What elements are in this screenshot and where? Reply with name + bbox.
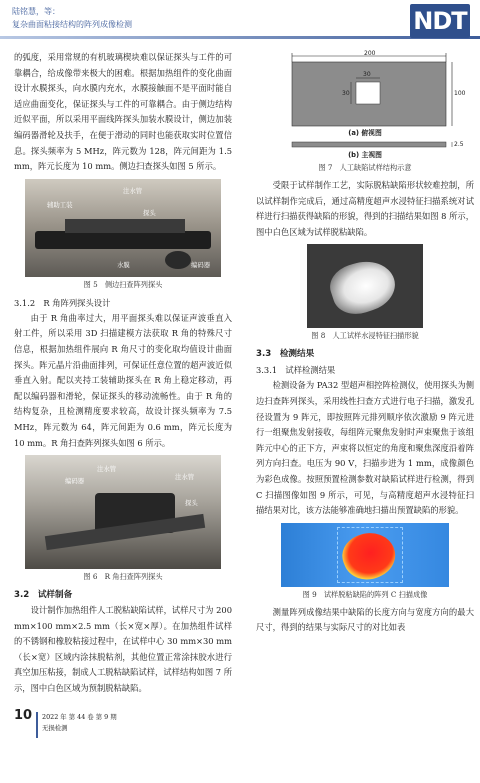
page-header bbox=[0, 0, 480, 44]
header-authors: 陆铭慧，等： bbox=[12, 7, 60, 16]
paragraph-6: 测量阵列成像结果中缺陷的长度方向与宽度方向的最大尺寸，得到的结果与实际尺寸的对比如表 bbox=[256, 606, 474, 633]
label-water-pipe-b: 注水管 bbox=[175, 473, 195, 482]
probe-body bbox=[35, 231, 211, 249]
paragraph-2: 由于 R 角曲率过大，用平面探头难以保证声波垂直入射工件，所以采用 3D 扫描建模方法获取 R 角的特殊尺寸信息，根据加热组件展向 R 角尺寸的变化取均值设计曲面探头。阵元晶片沿曲面排列，可保证任意位置的超声波近似垂直入射。配以夹持工装辅助探头在 R 角上稳定移动，再配以编码器和滑轮，保证探头的移动流畅性。由于 R 角的结构复杂，且检测精度要求较高，故设计探头频率为 7.5 MHz，阵元数为 64，阵元间距为 0.6 mm，阵元长度为 10 mm。R 角扫查阵列探头如图 6 所示。 bbox=[14, 312, 232, 448]
label-water-pipe-a: 注水管 bbox=[97, 465, 117, 474]
label-probe: 探头 bbox=[143, 208, 156, 217]
figure-5-caption: 图 5 侧边扫查阵列探头 bbox=[83, 279, 163, 289]
paragraph-1: 的弧度，采用常规的有机玻璃楔块难以保证探头与工件的可靠耦合，给成像带来极大的困难。根据加热组件的变化曲面设计水膜探头，向水膜内充水，水膜接触面不是平面时能自适应曲面变化，保证探头与工件的可靠耦合。由于侧边结构近似平面，所以采用平面线阵探头加装水膜设计，侧边加装编码器滑轮及扶手，在便于滑动的同时也能获取实时位置信息。探头频率为 5 MHz，阵元数为 128，阵元间距为 1.5 mm，阵元长度为 10 mm。侧边扫查探头如图 5 所示。 bbox=[14, 52, 232, 172]
section-3-2: 3.2 试样制备 bbox=[14, 590, 73, 601]
dim-defect-width: 30 bbox=[363, 71, 371, 78]
right-column bbox=[256, 50, 474, 636]
section-3-3: 3.3 检测结果 bbox=[256, 349, 315, 360]
figure-7b-label: (b) 主视图 bbox=[348, 151, 382, 159]
label-encoder: 编码器 bbox=[191, 260, 211, 269]
footer-rule bbox=[36, 712, 38, 738]
figure-8-caption: 图 8 人工试样水浸特征扫描形貌 bbox=[311, 331, 419, 341]
journal-logo: NDT bbox=[410, 4, 470, 38]
dim-width: 100 bbox=[454, 90, 466, 97]
label-encoder-r: 编码器 bbox=[65, 477, 85, 486]
figure-7-caption: 图 7 人工缺陷试样结构示意 bbox=[318, 163, 412, 172]
section-3-3-1: 3.3.1 试样检测结果 bbox=[256, 365, 336, 376]
page-number: 10 bbox=[14, 708, 33, 723]
figure-8-scan bbox=[307, 244, 423, 328]
dim-defect-length: 30 bbox=[342, 90, 350, 97]
figure-6-photo bbox=[25, 455, 221, 569]
paragraph-4: 受限于试样制作工艺，实际脱粘缺陷形状较难控制，所以试样制作完成后，通过高精度超声水浸特征扫描系统对试样进行扫描获得缺陷的形貌，得到的扫描结果如图 8 所示，图中白色区域为试样脱粘缺陷。 bbox=[256, 180, 474, 237]
label-water-film: 水膜 bbox=[117, 260, 130, 269]
journal-name: 无损检测 bbox=[42, 724, 68, 732]
paragraph-3: 设计制作加热组件人工脱粘缺陷试样，试样尺寸为 200 mm×100 mm×2.5 mm（长×宽×厚）。在加热组件试样的不锈钢和橡胶粘接过程中，在试样中心 30 mm×30 mm（长×宽）区域内涂抹脱粘剂，其他位置正常涂抹胶水进行真空加压粘接，制成人工脱粘缺陷试样，试样结构如图 7 所示，图中白色区域为预制脱粘缺陷。 bbox=[14, 605, 232, 694]
probe-bracket bbox=[65, 219, 185, 233]
encoder-wheel bbox=[165, 251, 191, 269]
defect-shape-white bbox=[325, 254, 401, 321]
figure-9-caption: 图 9 试样脱粘缺陷的阵列 C 扫描成像 bbox=[302, 589, 428, 599]
left-column bbox=[14, 50, 232, 697]
header-rule bbox=[0, 36, 480, 39]
figure-6-caption: 图 6 R 角扫查阵列探头 bbox=[83, 572, 163, 582]
figure-5-photo bbox=[25, 179, 221, 277]
figure-9-cscan bbox=[281, 523, 449, 587]
label-fixture: 辅助工装 bbox=[47, 200, 73, 209]
dim-length: 200 bbox=[364, 50, 376, 57]
header-title: 复杂曲面粘接结构的阵列成像检测 bbox=[12, 20, 132, 29]
label-water-pipe: 注水管 bbox=[123, 186, 143, 195]
sample-structure-drawing bbox=[270, 50, 460, 162]
section-3-1-2: 3.1.2 R 角阵列探头设计 bbox=[14, 297, 111, 308]
dim-thickness: 2.5 bbox=[454, 141, 464, 148]
journal-issue: 2022 年 第 44 卷 第 9 期 bbox=[42, 713, 117, 721]
figure-7a-label: (a) 俯视图 bbox=[348, 129, 382, 137]
label-probe-r: 探头 bbox=[185, 499, 198, 508]
paragraph-5: 检测设备为 PA32 型超声相控阵检测仪，使用探头为侧边扫查阵列探头，采用线性扫查方式进行电子扫描，激发孔径设置为 9 阵元，即按照阵元排列顺序依次激励 9 阵元进行一组聚焦发射接收，每组阵元聚焦发射时声束聚焦于该组阵元中心的正下方，声束将以恒定的角度和聚焦深度沿着阵列方向扫查。电压为 90 V，扫描步进为 1 mm，成像颜色为彩色成像。按照预置检测参数对缺陷试样进行检测，得到 C 扫描图像如图 9 所示，可见，与高精度超声水浸特征扫描结果对比，该方法能够准确地扫描出预置缺陷的形貌。 bbox=[256, 380, 474, 516]
figure-7-diagram bbox=[270, 50, 466, 162]
page-footer bbox=[14, 708, 232, 778]
